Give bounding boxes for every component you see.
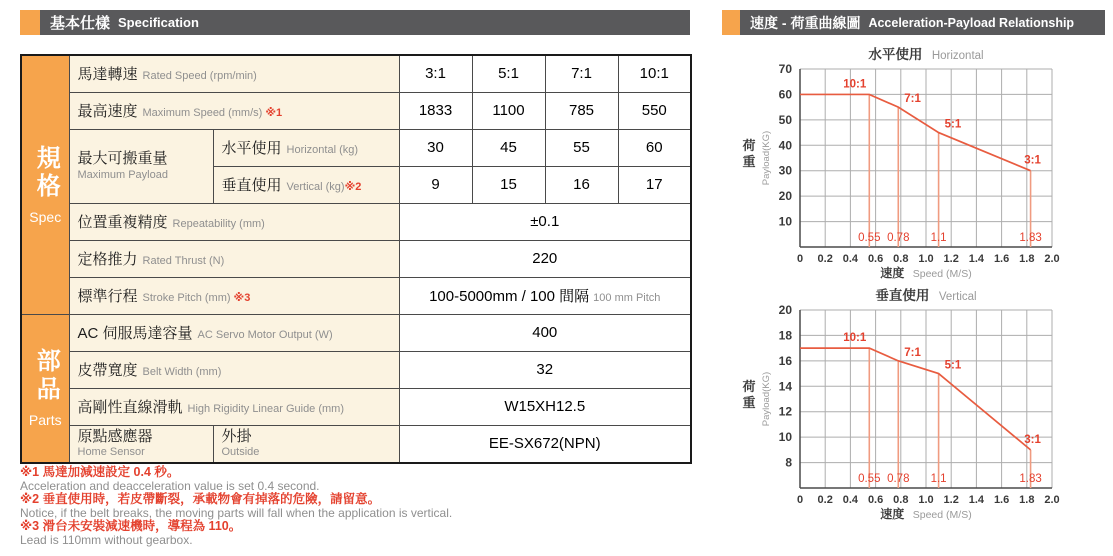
x-tick-label: 1.8 (1019, 253, 1035, 265)
label-zh: 定格推力 (77, 251, 138, 268)
x-tick-label: 2.0 (1044, 494, 1060, 506)
label-en: Stroke Pitch (mm) (142, 292, 231, 304)
value-cell: 400 (399, 314, 691, 351)
label-en: Rated Speed (rpm/min) (142, 70, 257, 83)
x-tick-label: 0.2 (817, 494, 833, 506)
y-axis-label-en: Payload(KG) (761, 130, 772, 186)
ratio-labels (843, 78, 1041, 166)
label-stroke-pitch (69, 277, 399, 314)
breakpoint-x-label: 1.1 (930, 473, 947, 485)
value-cell: ±0.1 (399, 203, 691, 240)
footnote-marker-1: ※1 (265, 107, 283, 119)
x-tick-labels (797, 494, 1060, 506)
max-payload-vs-speed-curve (800, 94, 1031, 170)
label-zh: 馬達轉速 (77, 66, 138, 84)
y-tick-label: 30 (778, 163, 792, 178)
y-tick-label: 10 (778, 430, 792, 445)
y-tick-label: 50 (778, 112, 792, 127)
label-zh: 高剛性直線滑軌 (77, 399, 183, 416)
stroke-pitch-value-sub: 100 mm Pitch (593, 292, 661, 304)
ratio-label-10:1: 10:1 (843, 332, 867, 345)
spec-table (20, 54, 692, 464)
ratio-label-5:1: 5:1 (944, 359, 962, 372)
label-zh: 最大可搬重量 (77, 149, 168, 167)
x-tick-label: 0.6 (867, 494, 884, 506)
x-tick-label: 1.6 (993, 494, 1010, 506)
sidebar-parts (21, 314, 69, 463)
footnote-2-zh: ※2 垂直使用時，若皮帶斷裂，承載物會有掉落的危險，請留意。 (20, 492, 381, 506)
value-cell: 785 (545, 92, 618, 129)
value-cell: 1833 (399, 92, 472, 129)
footnote-marker-2: ※2 (344, 181, 362, 193)
label-repeatability (69, 203, 399, 240)
ratio-label-3:1: 3:1 (1024, 433, 1041, 446)
footnotes-block (20, 466, 700, 547)
row-repeatability (21, 203, 691, 240)
y-tick-label: 20 (778, 189, 792, 204)
breakpoint-x-label: 1.1 (930, 232, 947, 244)
y-tick-label: 14 (778, 379, 792, 394)
ratio-label-3:1: 3:1 (1024, 154, 1041, 167)
stroke-pitch-value: 100-5000mm / 100 間隔 (429, 288, 590, 305)
grid-lines (800, 69, 1052, 247)
label-horizontal-use (213, 129, 399, 166)
max-payload-vs-speed-curve (800, 348, 1031, 450)
orange-accent-square (20, 10, 40, 35)
label-zh: AC 伺服馬達容量 (77, 325, 193, 342)
row-rated-thrust (21, 240, 691, 277)
label-zh: 原點感應器 (77, 427, 153, 445)
y-axis-label-zh: 荷 (742, 379, 756, 394)
label-zh: 外掛 (221, 427, 252, 445)
label-zh: 水平使用 (221, 140, 282, 157)
ratio-label-5:1: 5:1 (944, 118, 962, 131)
x-axis-label: 速度 Speed (M/S) (880, 507, 972, 521)
label-en: High Rigidity Linear Guide (mm) (187, 403, 345, 415)
chart-title: 水平使用 Horizontal (868, 47, 984, 62)
value-cell: 5:1 (472, 55, 545, 92)
curve-header-title-zh: 速度 - 荷重曲線圖 (750, 14, 861, 31)
footnote-3-zh: ※3 滑台未安裝減速機時，導程為 110。 (20, 519, 242, 533)
row-rated-speed (21, 55, 691, 92)
y-axis-label (742, 131, 772, 185)
value-cell: 17 (618, 166, 691, 203)
breakpoint-x-label: 1.83 (1019, 473, 1042, 485)
ratio-label-7:1: 7:1 (904, 93, 921, 106)
row-max-speed (21, 92, 691, 129)
x-tick-label: 0 (796, 253, 804, 265)
label-en: Belt Width (mm) (142, 366, 222, 378)
x-tick-label: 0.2 (817, 253, 833, 265)
y-tick-label: 20 (778, 303, 792, 317)
footnote-2-en: Notice, if the belt breaks, the moving parts will fall when the application is vertical. (20, 505, 453, 520)
spec-header-bar (40, 10, 690, 35)
vertical-usage-chart (735, 286, 1113, 521)
spec-header-title-en: Specification (118, 15, 199, 30)
value-cell: 16 (545, 166, 618, 203)
label-en: Vertical (kg) (286, 181, 345, 193)
sidebar-parts-en: Parts (28, 412, 62, 429)
label-en: Repeatability (mm) (172, 218, 265, 230)
value-cell: 9 (399, 166, 472, 203)
y-tick-label: 60 (778, 87, 792, 102)
x-tick-label: 0.8 (893, 253, 909, 265)
footnote-1-zh: ※1 馬達加減速設定 0.4 秒。 (20, 465, 180, 479)
row-stroke-pitch (21, 277, 691, 314)
row-servo-output (21, 314, 691, 351)
label-en: AC Servo Motor Output (W) (197, 329, 333, 341)
x-axis-label: 速度 Speed (M/S) (880, 266, 972, 280)
spec-header-title-zh: 基本仕樣 (50, 15, 111, 32)
value-cell: 30 (399, 129, 472, 166)
x-tick-label: 0.6 (867, 253, 884, 265)
x-tick-label: 2.0 (1044, 253, 1060, 265)
footnote-1-en: Acceleration and deacceleration value is set 0.4 second. (20, 478, 320, 493)
label-max-speed (69, 92, 399, 129)
label-en: Horizontal (kg) (286, 144, 359, 156)
label-servo-output (69, 314, 399, 351)
value-cell: EE-SX672(NPN) (399, 425, 691, 463)
spec-section-header (20, 10, 690, 35)
breakpoint-x-label: 0.78 (887, 232, 910, 244)
value-cell: 550 (618, 92, 691, 129)
label-en: Rated Thrust (N) (142, 255, 225, 267)
label-zh: 最高速度 (77, 103, 138, 120)
y-tick-labels (779, 62, 793, 229)
breakpoint-x-label: 0.55 (858, 473, 881, 485)
footnote-marker-3: ※3 (233, 292, 251, 304)
y-tick-label: 18 (778, 328, 792, 343)
y-tick-labels (779, 303, 793, 470)
label-rated-speed (69, 55, 399, 92)
value-cell: 3:1 (399, 55, 472, 92)
vertical-usage-svg (735, 286, 1113, 521)
x-tick-labels (797, 253, 1060, 265)
ratio-label-10:1: 10:1 (843, 78, 867, 91)
curve-section-header (722, 10, 1105, 35)
horizontal-usage-svg (735, 45, 1113, 280)
label-en: Outside (221, 446, 260, 459)
breakpoint-x-labels (858, 473, 1042, 485)
label-home-sensor (69, 425, 213, 463)
footnote-3-en: Lead is 110mm without gearbox. (20, 532, 193, 547)
x-tick-label: 1.2 (943, 253, 959, 265)
x-tick-label: 1.4 (968, 253, 985, 265)
sidebar-spec-zh: 規格 (32, 144, 60, 201)
y-axis-label-zh: 重 (742, 395, 756, 410)
x-tick-label: 1.0 (918, 253, 934, 265)
row-home-sensor (21, 425, 691, 463)
breakpoint-x-labels (858, 232, 1042, 244)
ratio-label-7:1: 7:1 (904, 346, 921, 359)
y-tick-label: 10 (778, 214, 792, 229)
value-cell: 220 (399, 240, 691, 277)
label-rated-thrust (69, 240, 399, 277)
value-cell: 55 (545, 129, 618, 166)
label-vertical-use (213, 166, 399, 203)
value-cell: 15 (472, 166, 545, 203)
value-cell (399, 277, 691, 314)
y-axis-label-en: Payload(KG) (761, 371, 772, 427)
value-cell: 1100 (472, 92, 545, 129)
orange-accent-square (722, 10, 740, 35)
y-tick-label: 40 (778, 138, 792, 153)
label-zh: 位置重複精度 (77, 214, 168, 231)
sidebar-spec-en: Spec (29, 208, 62, 225)
breakpoint-x-label: 0.78 (887, 473, 910, 485)
x-tick-label: 0 (796, 494, 804, 506)
value-cell: 10:1 (618, 55, 691, 92)
row-belt-width (21, 351, 691, 388)
value-cell: W15XH12.5 (399, 388, 691, 425)
grid-lines (800, 310, 1052, 488)
sidebar-parts-zh: 部品 (32, 348, 60, 405)
curve-header-title-en: Acceleration-Payload Relationship (868, 15, 1075, 30)
label-en: Home Sensor (77, 446, 145, 459)
y-tick-label: 70 (778, 62, 792, 76)
x-tick-label: 1.6 (993, 253, 1010, 265)
curve-header-bar (740, 10, 1105, 35)
value-cell: 60 (618, 129, 691, 166)
y-tick-label: 16 (778, 353, 792, 368)
chart-title: 垂直使用 Vertical (875, 288, 977, 303)
label-zh: 皮帶寬度 (77, 362, 138, 379)
label-en: Maximum Speed (mm/s) (142, 107, 263, 119)
label-belt-width (69, 351, 399, 388)
label-linear-guide (69, 388, 399, 425)
x-tick-label: 0.4 (842, 253, 859, 265)
y-axis-label-zh: 荷 (742, 138, 756, 153)
value-cell: 7:1 (545, 55, 618, 92)
value-cell: 32 (399, 351, 691, 388)
label-zh: 標準行程 (77, 288, 138, 305)
y-tick-label: 12 (778, 404, 792, 419)
label-max-payload (69, 129, 213, 203)
breakpoint-x-label: 0.55 (858, 232, 881, 244)
x-tick-label: 1.8 (1019, 494, 1035, 506)
label-sensor-mount (213, 425, 399, 463)
y-axis-label (742, 372, 772, 426)
y-axis-label-zh: 重 (742, 154, 756, 169)
sidebar-spec (21, 55, 69, 314)
value-cell: 45 (472, 129, 545, 166)
row-payload-horizontal (21, 129, 691, 166)
label-zh: 垂直使用 (221, 177, 282, 194)
x-tick-label: 1.2 (943, 494, 959, 506)
label-en: Maximum Payload (77, 168, 168, 181)
x-tick-label: 1.4 (968, 494, 985, 506)
x-tick-label: 0.8 (893, 494, 909, 506)
y-tick-label: 8 (785, 455, 792, 470)
x-tick-label: 0.4 (842, 494, 859, 506)
x-tick-label: 1.0 (918, 494, 934, 506)
horizontal-usage-chart (735, 45, 1113, 280)
row-linear-guide (21, 388, 691, 425)
breakpoint-x-label: 1.83 (1019, 232, 1042, 244)
